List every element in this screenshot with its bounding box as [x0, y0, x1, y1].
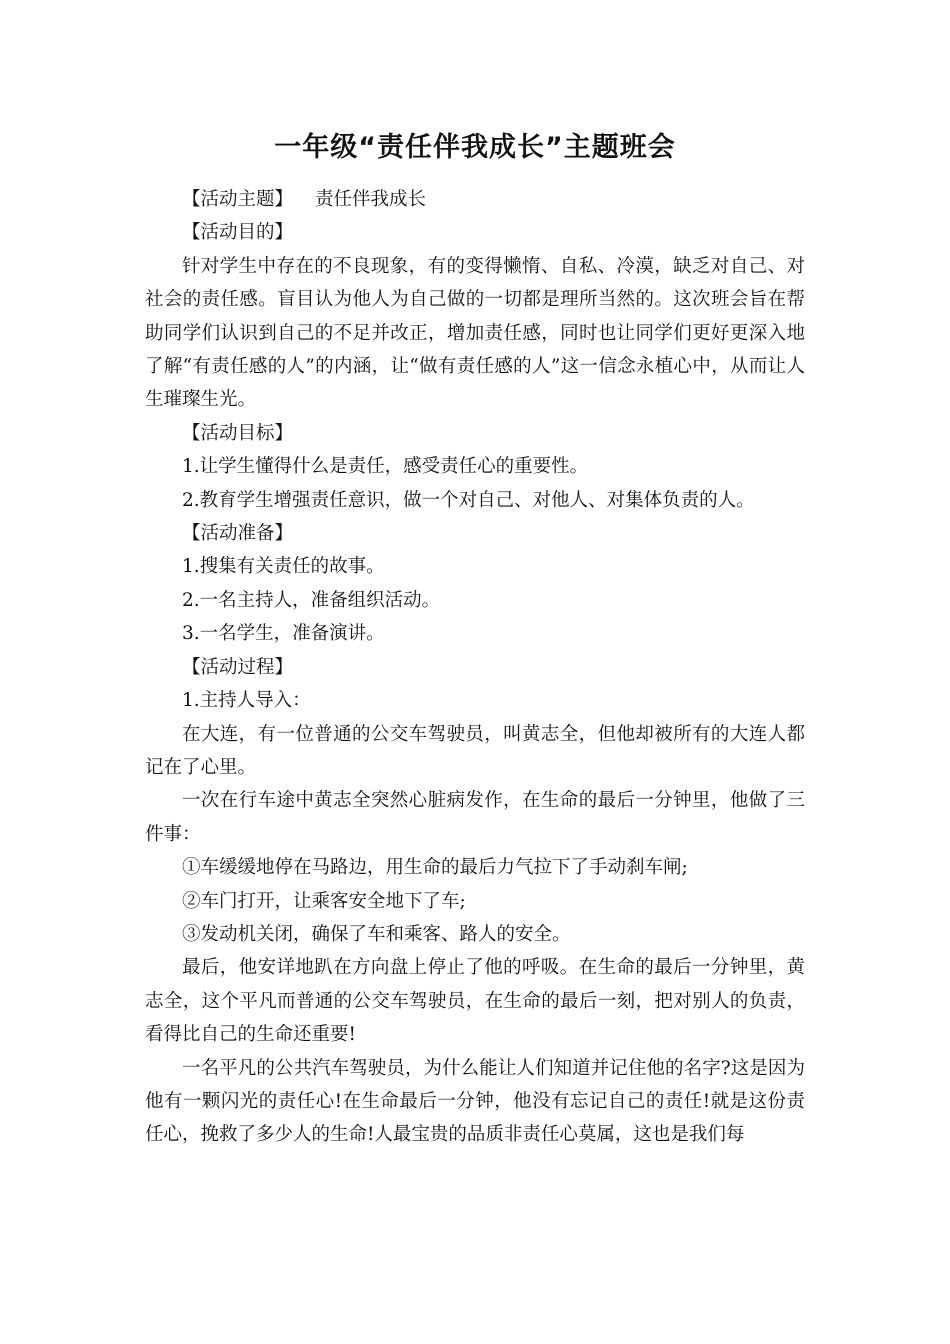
story-paragraph: 一名平凡的公共汽车驾驶员，为什么能让人们知道并记住他的名字?这是因为他有一颗闪光的责任心!在生命最后一分钟，他没有忘记自己的责任!就是这份责任心，挽救了多少人的生命!人最宝贵的品质非责任心莫属，这也是我们每: [145, 1057, 805, 1146]
prep-heading: 【活动准备】: [182, 523, 294, 545]
story-paragraph: 最后，他安详地趴在方向盘上停止了他的呼吸。在生命的最后一分钟里，黄志全，这个平凡而普通的公交车驾驶员，在生命的最后一刻，把对别人的负责，看得比自己的生命还重要!: [145, 957, 805, 1046]
story-paragraph: 在大连，有一位普通的公交车驾驶员，叫黄志全，但他却被所有的大连人都记在了心里。: [145, 723, 805, 778]
document-body: [145, 183, 805, 1152]
goal-item: 2.教育学生增强责任意识，做一个对自己、对他人、对集体负责的人。: [182, 489, 755, 511]
prep-item: 3.一名学生，准备演讲。: [182, 623, 385, 645]
theme-line: [145, 183, 805, 216]
prep-item: 1.搜集有关责任的故事。: [182, 556, 385, 578]
prep-item: 2.一名主持人，准备组织活动。: [182, 589, 441, 611]
purpose-paragraph: 针对学生中存在的不良现象，有的变得懒惰、自私、冷漠，缺乏对自己、对社会的责任感。盲目认为他人为自己做的一切都是理所当然的。这次班会旨在帮助同学们认识到自己的不足并改正，增加责任感，同时也让同学们更好更深入地了解“有责任感的人”的内涵，让“做有责任感的人”这一信念永植心中，从而让人生璀璨生光。: [145, 255, 805, 411]
goals-heading: 【活动目标】: [182, 422, 294, 444]
document-title: 一年级“责任伴我成长”主题班会: [274, 132, 676, 163]
theme-heading: 【活动主题】: [182, 189, 294, 210]
theme-text: 责任伴我成长: [315, 189, 427, 210]
goal-item: 1.让学生懂得什么是责任，感受责任心的重要性。: [182, 456, 589, 478]
purpose-heading: 【活动目的】: [182, 222, 294, 244]
story-list-item: ①车缓缓地停在马路边，用生命的最后力气拉下了手动刹车闸;: [182, 857, 688, 879]
process-step: 1.主持人导入：: [182, 690, 311, 712]
story-paragraph: 一次在行车途中黄志全突然心脏病发作，在生命的最后一分钟里，他做了三件事：: [145, 790, 805, 845]
story-list-item: ③发动机关闭，确保了车和乘客、路人的安全。: [182, 923, 571, 945]
process-heading: 【活动过程】: [182, 656, 294, 678]
story-list-item: ②车门打开，让乘客安全地下了车;: [182, 890, 466, 912]
